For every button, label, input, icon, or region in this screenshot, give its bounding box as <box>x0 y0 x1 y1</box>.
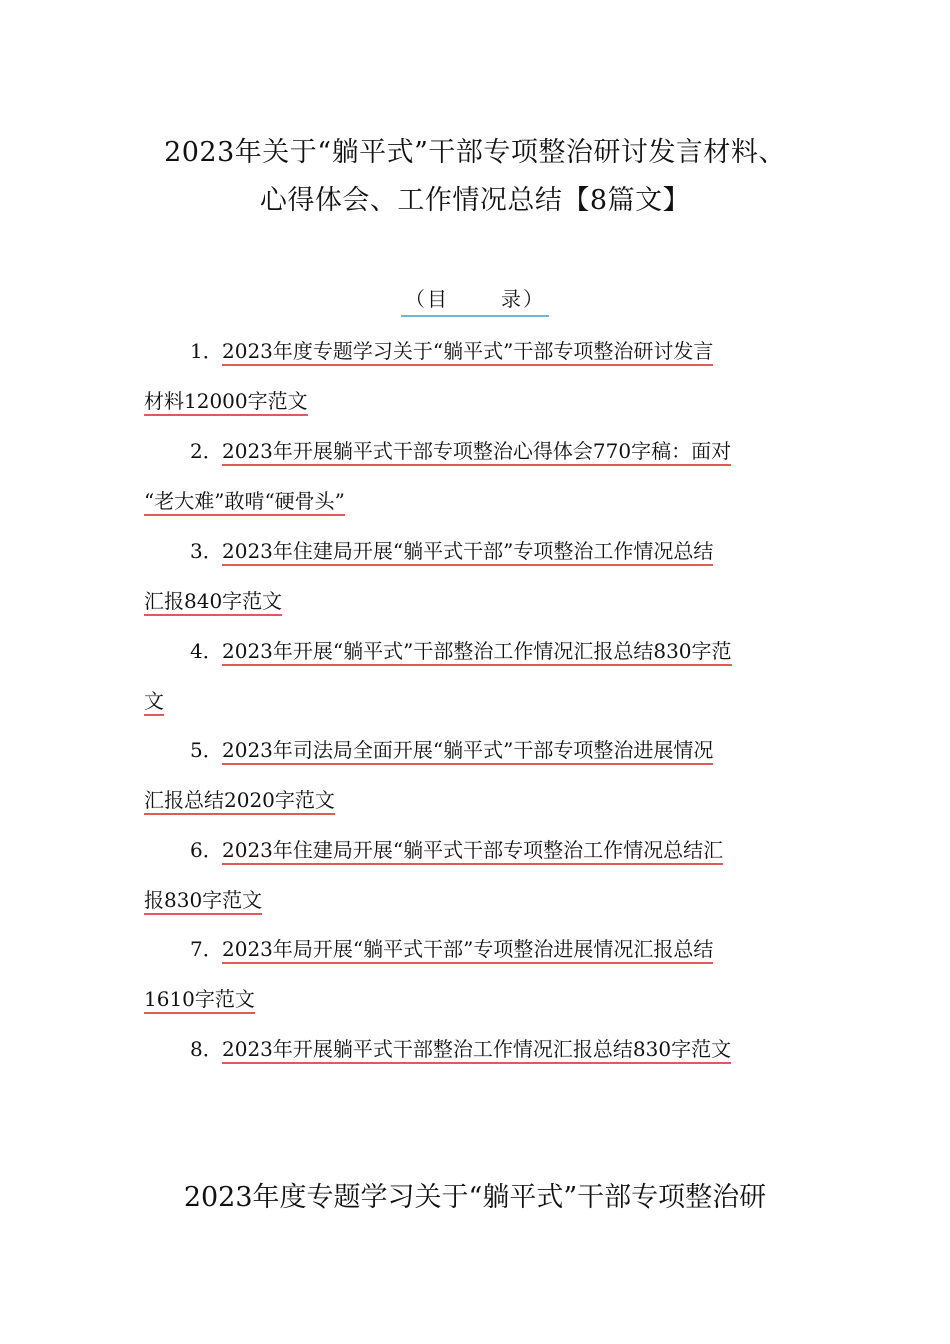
toc-item-4[interactable] <box>190 636 732 666</box>
toc-item-3[interactable] <box>190 536 713 566</box>
toc-item-link[interactable]: 2023年司法局全面开展“躺平式”干部专项整治进展情况 <box>222 738 713 765</box>
toc-item-4-continued[interactable] <box>144 686 164 716</box>
toc-item-link[interactable]: 2023年开展躺平式干部专项整治心得体会770字稿：面对 <box>222 439 731 466</box>
toc-item-1[interactable] <box>190 336 713 366</box>
toc-item-number: 8． <box>190 1037 223 1061</box>
toc-item-link[interactable]: 2023年住建局开展“躺平式干部”专项整治工作情况总结 <box>222 539 713 566</box>
toc-item-6[interactable] <box>190 835 723 865</box>
toc-item-link[interactable]: 2023年开展躺平式干部整治工作情况汇报总结830字范文 <box>222 1037 731 1064</box>
toc-item-7-continued[interactable] <box>144 984 255 1014</box>
toc-item-2-continued[interactable] <box>144 486 345 516</box>
toc-item-number: 2． <box>190 439 223 463</box>
toc-item-link[interactable]: “老大难”敢啃“硬骨头” <box>144 489 345 516</box>
toc-item-link[interactable]: 文 <box>144 689 164 716</box>
toc-item-link[interactable]: 2023年局开展“躺平式干部”专项整治进展情况汇报总结 <box>222 937 713 964</box>
toc-item-3-continued[interactable] <box>144 586 282 616</box>
toc-heading-open: （目 <box>405 287 449 311</box>
toc-item-number: 4． <box>190 639 223 663</box>
toc-item-number: 3． <box>190 539 223 563</box>
toc-item-link[interactable]: 1610字范文 <box>144 987 255 1014</box>
toc-item-number: 5． <box>190 738 223 762</box>
toc-item-link[interactable]: 材料12000字范文 <box>144 389 308 416</box>
toc-item-number: 7． <box>190 937 223 961</box>
toc-item-1-continued[interactable] <box>144 386 308 416</box>
toc-item-6-continued[interactable] <box>144 885 262 915</box>
toc-item-7[interactable] <box>190 934 713 964</box>
toc-item-link[interactable]: 汇报840字范文 <box>144 589 282 616</box>
toc-item-5[interactable] <box>190 735 713 765</box>
toc-item-link[interactable]: 报830字范文 <box>144 888 262 915</box>
document-title-line-2: 心得体会、工作情况总结【8篇文】 <box>259 185 691 216</box>
document-title-line-1: 2023年关于“躺平式”干部专项整治研讨发言材料、 <box>164 137 786 168</box>
toc-item-2[interactable] <box>190 436 731 466</box>
toc-item-link[interactable]: 汇报总结2020字范文 <box>144 788 335 815</box>
toc-item-number: 6． <box>190 838 223 862</box>
toc-item-number: 1． <box>190 339 223 363</box>
toc-heading-close: 录） <box>501 287 545 311</box>
toc-item-8[interactable] <box>190 1034 731 1064</box>
toc-heading <box>0 284 950 317</box>
toc-item-link[interactable]: 2023年开展“躺平式”干部整治工作情况汇报总结830字范 <box>222 639 732 666</box>
toc-item-5-continued[interactable] <box>144 785 335 815</box>
toc-item-link[interactable]: 2023年度专题学习关于“躺平式”干部专项整治研讨发言 <box>222 339 713 366</box>
toc-item-link[interactable]: 2023年住建局开展“躺平式干部专项整治工作情况总结汇 <box>222 838 723 865</box>
section-title: 2023年度专题学习关于“躺平式”干部专项整治研 <box>183 1182 767 1213</box>
